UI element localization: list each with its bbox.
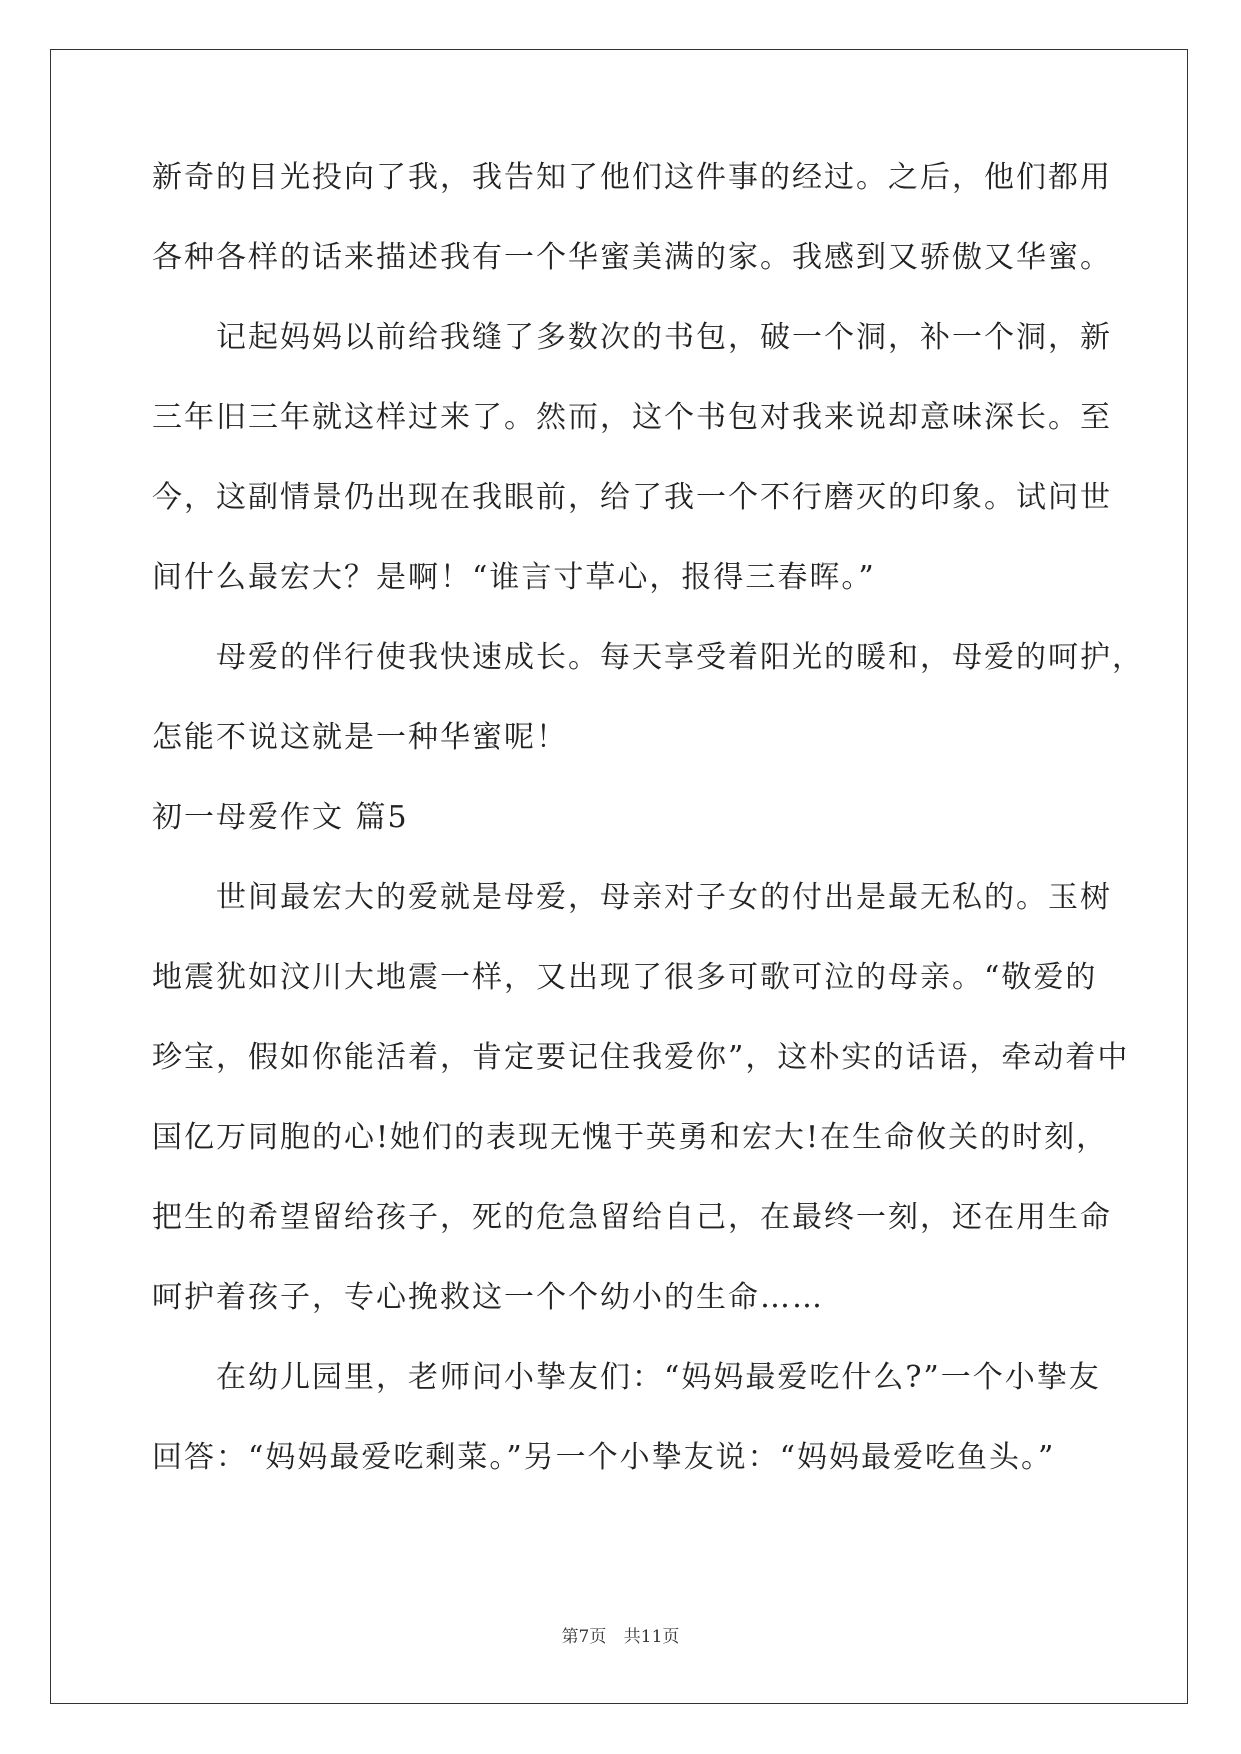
text-line-13: 国亿万同胞的心!她们的表现无愧于英勇和宏大!在生命攸关的时刻， — [152, 1120, 1109, 1155]
text-line-11: 地震犹如汶川大地震一样，又出现了很多可歌可泣的母亲。“敬爱的 — [152, 960, 1098, 995]
page-footer — [0, 1622, 1241, 1647]
text-line-17: 回答：“妈妈最爱吃剩菜。”另一个小挚友说：“妈妈最爱吃鱼头。” — [152, 1440, 1056, 1475]
text-line-16: 在幼儿园里，老师问小挚友们：“妈妈最爱吃什么?”一个小挚友 — [216, 1360, 1101, 1395]
text-line-8: 怎能不说这就是一种华蜜呢！ — [152, 720, 568, 755]
text-line-14: 把生的希望留给孩子，死的危急留给自己，在最终一刻，还在用生命 — [152, 1200, 1112, 1235]
text-line-2: 各种各样的话来描述我有一个华蜜美满的家。我感到又骄傲又华蜜。 — [152, 240, 1112, 275]
text-line-1: 新奇的目光投向了我，我告知了他们这件事的经过。之后，他们都用 — [152, 160, 1112, 195]
page-number: 第7页 — [561, 1627, 607, 1647]
text-line-12: 珍宝，假如你能活着，肯定要记住我爱你”，这朴实的话语，牵动着中 — [152, 1040, 1130, 1075]
document-body — [152, 158, 1144, 1518]
text-line-15: 呵护着孩子，专心挽救这一个个幼小的生命…… — [152, 1280, 824, 1315]
page-total: 共11页 — [623, 1627, 680, 1647]
text-line-6: 间什么最宏大？是啊！“谁言寸草心，报得三春晖。” — [152, 560, 876, 595]
text-line-7: 母爱的伴行使我快速成长。每天享受着阳光的暖和，母爱的呵护， — [216, 640, 1144, 675]
text-line-4: 三年旧三年就这样过来了。然而，这个书包对我来说却意味深长。至 — [152, 400, 1112, 435]
section-heading: 初一母爱作文 篇5 — [152, 800, 409, 835]
text-line-5: 今，这副情景仍出现在我眼前，给了我一个不行磨灭的印象。试问世 — [152, 480, 1112, 515]
text-line-3: 记起妈妈以前给我缝了多数次的书包，破一个洞，补一个洞，新 — [216, 320, 1112, 355]
text-line-10: 世间最宏大的爱就是母爱，母亲对子女的付出是最无私的。玉树 — [216, 880, 1112, 915]
